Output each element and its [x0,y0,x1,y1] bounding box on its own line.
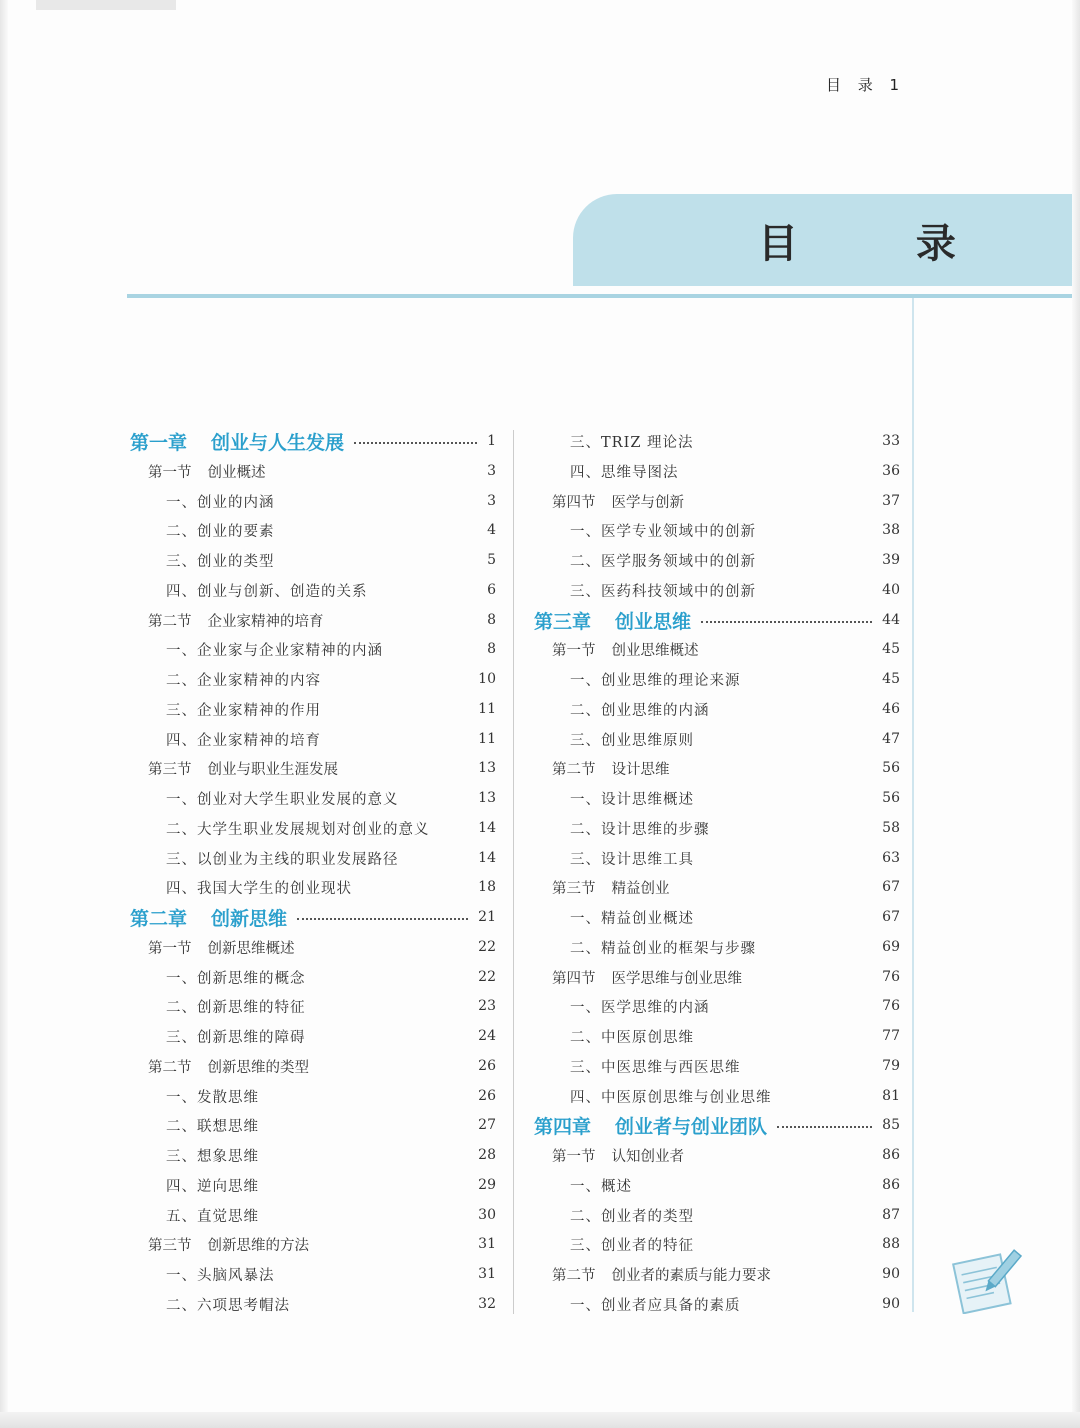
title-rule [127,294,1072,298]
page-number: 3 [487,493,496,509]
notepad-pencil-icon [952,1244,1024,1314]
item-title: 一、创业对大学生职业发展的意义 [166,791,399,808]
page-number: 8 [487,641,496,657]
toc-item-row [166,1172,496,1198]
page-number: 24 [478,1028,496,1044]
item-title: 二、医学服务领域中的创新 [570,553,756,570]
running-header: 目 录 1 [826,76,906,94]
toc-item-row [570,1291,900,1317]
leader-dots [297,918,468,920]
page-number: 77 [882,1028,900,1044]
toc-item-row [570,1202,900,1228]
toc-item-row [570,547,900,573]
item-title: 三、企业家精神的作用 [166,702,321,719]
page-number: 33 [882,433,900,449]
section-title: 创业者的素质与能力要求 [611,1267,771,1284]
toc-section-row [148,1231,496,1257]
chapter-number: 第二章 [130,907,188,930]
item-title: 一、企业家与企业家精神的内涵 [166,642,383,659]
toc-item-row [570,666,900,692]
item-title: 一、精益创业概述 [570,910,694,927]
page-number: 30 [478,1207,496,1223]
toc-section-row [552,755,900,781]
chapter-number: 第三章 [534,610,592,633]
page-number: 26 [478,1058,496,1074]
leader-dots [777,1126,872,1128]
section-title: 认知创业者 [611,1148,684,1165]
toc-item-row [166,1142,496,1168]
page-number: 5 [487,552,496,568]
item-title: 四、思维导图法 [570,464,679,481]
toc-item-row [570,726,900,752]
page-number: 1 [487,433,496,449]
section-number: 第二节 [552,761,596,778]
section-number: 第二节 [148,1059,192,1076]
toc-section-row [552,1261,900,1287]
toc-item-row [570,1231,900,1257]
page-number: 46 [882,701,900,717]
page-number: 13 [478,790,496,806]
item-title: 三、创新思维的障碍 [166,1029,306,1046]
item-title: 三、中医思维与西医思维 [570,1059,741,1076]
section-number: 第二节 [148,613,192,630]
page-number: 18 [478,879,496,895]
item-title: 四、中医原创思维与创业思维 [570,1089,772,1106]
section-number: 第三节 [552,880,596,897]
toc-item-row [570,1172,900,1198]
chapter-title: 创新思维 [211,907,288,930]
section-title: 创业概述 [207,464,266,481]
toc-item-row [570,1083,900,1109]
page-number: 28 [478,1147,496,1163]
item-title: 三、医药科技领域中的创新 [570,583,756,600]
page-number: 8 [487,612,496,628]
page-corner-tab [36,0,176,10]
page-number: 36 [882,463,900,479]
page-number: 67 [882,879,900,895]
section-title: 创新思维的类型 [207,1059,309,1076]
toc-item-row [166,993,496,1019]
item-title: 一、创业的内涵 [166,494,275,511]
toc-item-row [166,1023,496,1049]
toc-item-row [166,785,496,811]
toc-item-row [570,785,900,811]
page-number: 11 [478,701,496,717]
item-title: 四、创业与创新、创造的关系 [166,583,368,600]
section-title: 创业与职业生涯发展 [207,761,338,778]
page-number: 14 [478,850,496,866]
item-title: 一、头脑风暴法 [166,1267,275,1284]
page-number: 29 [478,1177,496,1193]
item-title: 三、设计思维工具 [570,851,694,868]
item-title: 三、创业的类型 [166,553,275,570]
page-number: 6 [487,582,496,598]
margin-rule [912,298,914,1312]
item-title: 二、大学生职业发展规划对创业的意义 [166,821,430,838]
toc-item-row [166,815,496,841]
item-title: 四、我国大学生的创业现状 [166,880,352,897]
page-shadow-left [0,0,8,1428]
page-number: 45 [882,641,900,657]
toc-item-row [166,1202,496,1228]
leader-dots [354,442,477,444]
section-number: 第一节 [148,940,192,957]
toc-item-row [166,726,496,752]
section-number: 第一节 [148,464,192,481]
page-title: 目 录 [758,220,1008,267]
item-title: 一、创业者应具备的素质 [570,1297,741,1314]
toc-item-row [570,517,900,543]
toc-item-row [570,845,900,871]
page-number: 63 [882,850,900,866]
page-number: 31 [478,1266,496,1282]
toc-item-row [570,934,900,960]
page-number: 88 [882,1236,900,1252]
toc-item-row [166,1291,496,1317]
item-title: 二、创新思维的特征 [166,999,306,1016]
item-title: 二、六项思考帽法 [166,1297,290,1314]
toc-section-row [148,607,496,633]
toc-item-row [166,874,496,900]
page-number: 13 [478,760,496,776]
section-number: 第四节 [552,494,596,511]
section-title: 创新思维的方法 [207,1237,309,1254]
page-number: 79 [882,1058,900,1074]
toc-item-row [570,815,900,841]
section-number: 第一节 [552,642,596,659]
toc-section-row [148,755,496,781]
toc-section-row [552,874,900,900]
toc-item-row [166,547,496,573]
page-number: 40 [882,582,900,598]
column-divider [513,430,514,1314]
item-title: 二、创业思维的内涵 [570,702,710,719]
page-shadow-right [1072,0,1080,1428]
section-title: 精益创业 [611,880,670,897]
section-title: 创新思维概述 [207,940,295,957]
page-number: 87 [882,1207,900,1223]
section-title: 创业思维概述 [611,642,699,659]
page-number: 85 [882,1117,900,1133]
item-title: 四、企业家精神的培育 [166,732,321,749]
toc-item-row [166,666,496,692]
item-title: 一、创业思维的理论来源 [570,672,741,689]
item-title: 一、概述 [570,1178,632,1195]
page-number: 32 [478,1296,496,1312]
page-number: 69 [882,939,900,955]
page-number: 14 [478,820,496,836]
page-number: 45 [882,671,900,687]
page-number: 90 [882,1266,900,1282]
item-title: 一、医学专业领域中的创新 [570,523,756,540]
toc-item-row [570,904,900,930]
page-number: 3 [487,463,496,479]
toc-item-row [570,993,900,1019]
section-title: 医学与创新 [611,494,684,511]
item-title: 二、创业的要素 [166,523,275,540]
section-number: 第三节 [148,761,192,778]
item-title: 四、逆向思维 [166,1178,259,1195]
page-number: 27 [478,1117,496,1133]
toc-item-row [166,517,496,543]
page-number: 23 [478,998,496,1014]
toc-chapter-row [534,607,900,633]
toc-section-row [148,458,496,484]
section-title: 设计思维 [611,761,670,778]
section-number: 第四节 [552,970,596,987]
section-number: 第三节 [148,1237,192,1254]
toc-item-row [166,696,496,722]
page-number: 86 [882,1177,900,1193]
toc-chapter-row [130,428,496,454]
page-number: 56 [882,790,900,806]
item-title: 一、发散思维 [166,1089,259,1106]
toc-item-row [166,1112,496,1138]
page-bottom-edge [0,1412,1080,1428]
toc-section-row [552,964,900,990]
item-title: 一、设计思维概述 [570,791,694,808]
item-title: 二、联想思维 [166,1118,259,1135]
leader-dots [701,621,872,623]
page-number: 86 [882,1147,900,1163]
section-title: 医学思维与创业思维 [611,970,742,987]
page-number: 22 [478,939,496,955]
toc-item-row [570,577,900,603]
chapter-number: 第一章 [130,431,188,454]
toc-chapter-row [130,904,496,930]
page-number: 58 [882,820,900,836]
item-title: 二、中医原创思维 [570,1029,694,1046]
page-number: 47 [882,731,900,747]
toc-item-row [570,458,900,484]
page-number: 90 [882,1296,900,1312]
page-number: 4 [487,522,496,538]
toc-item-row [166,577,496,603]
toc-item-row [570,696,900,722]
toc-item-row [166,636,496,662]
toc-item-row [570,1053,900,1079]
page-number: 31 [478,1236,496,1252]
item-title: 二、企业家精神的内容 [166,672,321,689]
chapter-number: 第四章 [534,1115,592,1138]
toc-item-row [166,1083,496,1109]
chapter-title: 创业思维 [615,610,692,633]
page-number: 11 [478,731,496,747]
page-number: 56 [882,760,900,776]
item-title: 三、创业思维原则 [570,732,694,749]
item-title: 三、创业者的特征 [570,1237,694,1254]
toc-section-row [552,488,900,514]
page-number: 21 [478,909,496,925]
page-number: 67 [882,909,900,925]
item-title: 三、TRIZ 理论法 [570,434,694,451]
toc-section-row [148,1053,496,1079]
item-title: 二、精益创业的框架与步骤 [570,940,756,957]
toc-item-row [570,1023,900,1049]
section-number: 第二节 [552,1267,596,1284]
chapter-title: 创业者与创业团队 [615,1115,768,1138]
page-number: 37 [882,493,900,509]
item-title: 二、设计思维的步骤 [570,821,710,838]
toc-item-row [570,428,900,454]
page-number: 81 [882,1088,900,1104]
section-number: 第一节 [552,1148,596,1165]
page-number: 39 [882,552,900,568]
page-number: 22 [478,969,496,985]
page-number: 76 [882,998,900,1014]
section-title: 企业家精神的培育 [207,613,324,630]
chapter-title: 创业与人生发展 [211,431,345,454]
toc-item-row [166,1261,496,1287]
toc-section-row [552,636,900,662]
toc-item-row [166,845,496,871]
toc-chapter-row [534,1112,900,1138]
item-title: 五、直觉思维 [166,1208,259,1225]
page-number: 44 [882,612,900,628]
item-title: 一、医学思维的内涵 [570,999,710,1016]
item-title: 二、创业者的类型 [570,1208,694,1225]
toc-section-row [148,934,496,960]
item-title: 三、以创业为主线的职业发展路径 [166,851,399,868]
page-number: 26 [478,1088,496,1104]
toc-item-row [166,488,496,514]
page-number: 10 [478,671,496,687]
item-title: 一、创新思维的概念 [166,970,306,987]
toc-section-row [552,1142,900,1168]
page-number: 76 [882,969,900,985]
toc-item-row [166,964,496,990]
page-number: 38 [882,522,900,538]
item-title: 三、想象思维 [166,1148,259,1165]
